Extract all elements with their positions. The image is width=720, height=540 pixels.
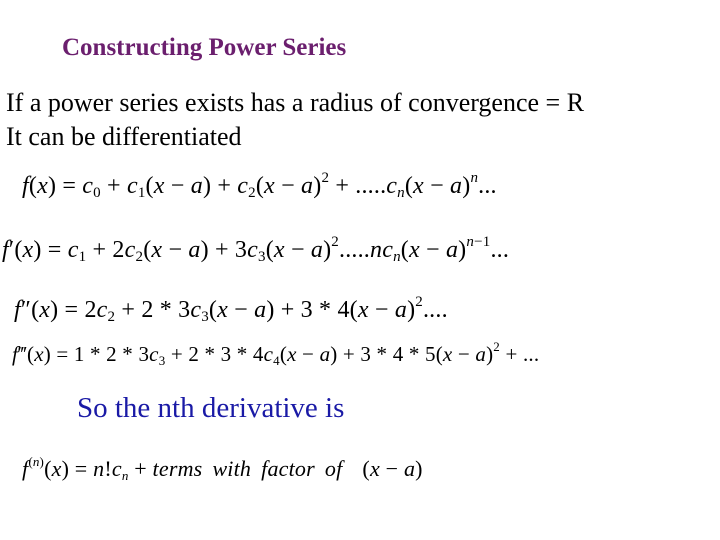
equation-f-triple-prime: f‴(x) = $1 * 2 * 3c_3 + 2 * 3 * 4c_4(x - a) + 3 * 4 * 5(x - a)^2$ + ...: [12, 339, 540, 368]
equation-f-nth: $f^{(n)}(x) = n!c_n$ + terms with factor of (x − a): [22, 454, 423, 483]
equation-f-prime: $f'(x) = c_1 + 2c_2(x - a) + 3c_3(x - a)^2.....nc_n(x - a)^{n-1}$...: [2, 234, 510, 265]
intro-line-2: It can be differentiated: [6, 122, 242, 151]
slide-title: Constructing Power Series: [62, 34, 347, 61]
equation-f: $f(x) = c_0 + c_1(x - a) + c_2(x - a)^2 + .....c_n(x - a)^n$...: [22, 170, 497, 201]
subheading: So the nth derivative is: [77, 392, 345, 424]
equation-f-double-prime: $f''(x) = 2c_2 + 2 * 3c_3(x - a) + 3 * 4(x - a)^2$....: [14, 294, 448, 325]
intro-line-1: If a power series exists has a radius of convergence = R: [6, 88, 585, 117]
